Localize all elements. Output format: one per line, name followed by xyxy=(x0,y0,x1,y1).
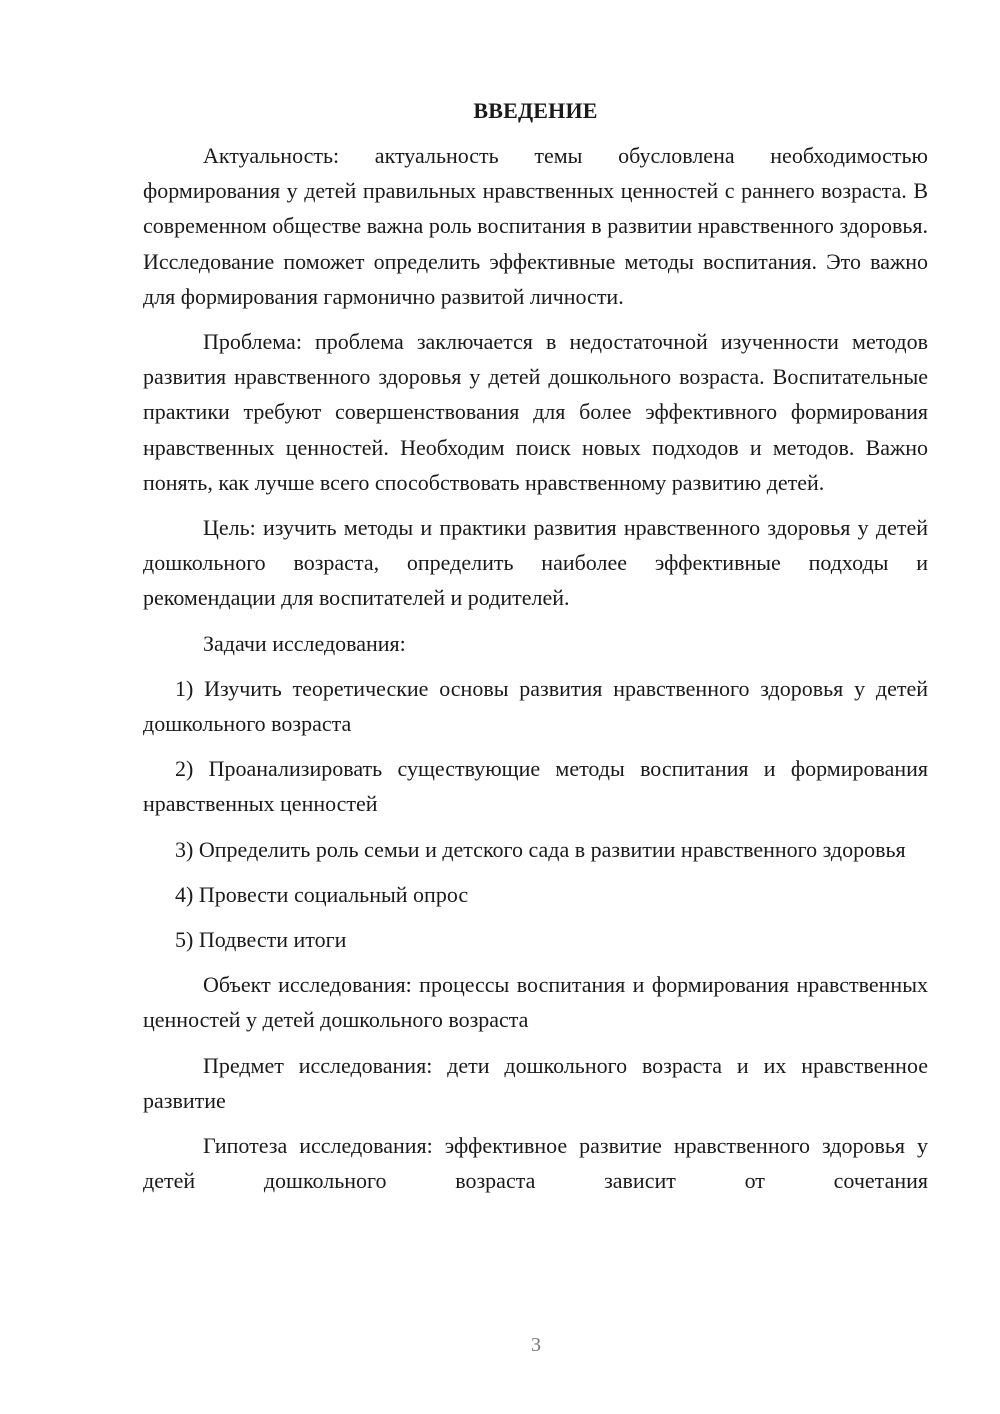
subject-paragraph: Предмет исследования: дети дошкольного возраста и их нравственное развитие xyxy=(143,1052,928,1113)
task-item-1: 1) Изучить теоретические основы развития нравственного здоровья у детей дошкольного возраста xyxy=(143,675,928,737)
task-item-4: 4) Провести социальный опрос xyxy=(175,881,469,907)
section-title: ВВЕДЕНИЕ xyxy=(473,98,598,123)
relevance-paragraph: Актуальность: актуальность темы обусловлена необходимостью формирования у детей правильных нравственных ценностей с раннего возраста. В современном обществе важна роль воспитания в развитии нравственного здоровья. Исследование поможет определить эффективные методы воспитания. Это важно для формирования гармонично развитой личности. xyxy=(143,143,928,309)
goal-paragraph: Цель: изучить методы и практики развития нравственного здоровья у детей дошкольного возраста, определить наиболее эффективные подходы и рекомендации для воспитателей и родителей. xyxy=(143,515,928,611)
hypothesis-paragraph: Гипотеза исследования: эффективное развитие нравственного здоровья у детей дошкольного возраста зависит от сочетания xyxy=(143,1133,928,1194)
page-content xyxy=(143,93,928,1198)
task-item-2: 2) Проанализировать существующие методы воспитания и формирования нравственных ценностей xyxy=(143,756,928,817)
tasks-heading: Задачи исследования: xyxy=(203,630,406,656)
task-item-5: 5) Подвести итоги xyxy=(175,927,347,953)
problem-paragraph: Проблема: проблема заключается в недостаточной изученности методов развития нравственного здоровья у детей дошкольного возраста. Воспитательные практики требуют совершенствования для более эффективного формирования нравственных ценностей. Необходим поиск новых подходов и методов. Важно понять, как лучше всего способствовать нравственному развитию детей. xyxy=(143,329,928,495)
task-item-3: 3) Определить роль семьи и детского сада в развитии нравственного здоровья xyxy=(175,836,906,862)
object-paragraph: Объект исследования: процессы воспитания и формирования нравственных ценностей у детей дошкольного возраста xyxy=(143,972,928,1033)
page-number: 3 xyxy=(531,1334,541,1356)
